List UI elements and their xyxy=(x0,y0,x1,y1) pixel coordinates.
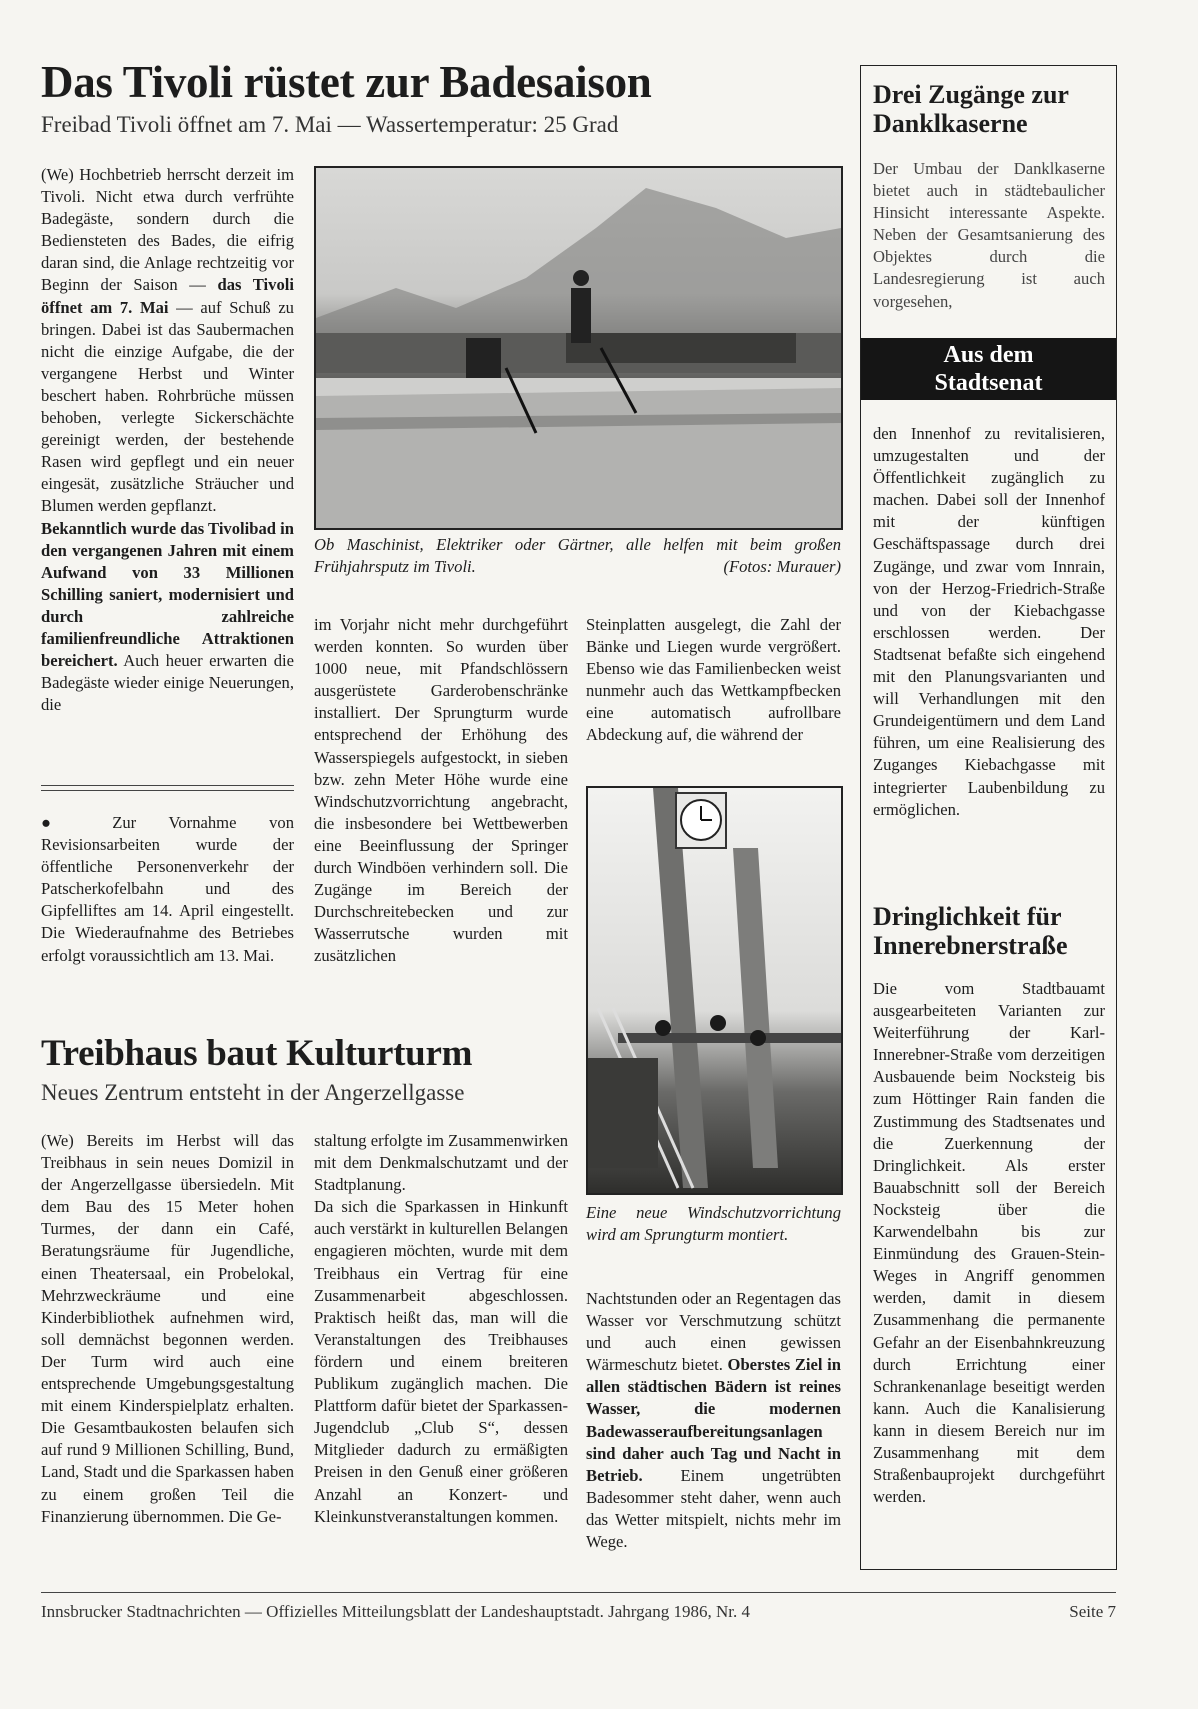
notice-text: Zur Vornahme von Revisionsarbeiten wurde der öffentliche Personenverkehr der Patscherkofelbahn und des Gipfelliftes am 14. April eingestellt. Die Wiederaufnahme des Betriebes erfolgt voraussichtlich am 13. Mai. xyxy=(41,813,294,965)
photo-diving-tower xyxy=(586,786,843,1195)
paragraph: Steinplatten ausgelegt, die Zahl der Bänke und Liegen wurde vergrößert. Ebenso wie das Familienbecken weist nunmehr auch das Wettkampfbecken eine automatisch aufrollbare Abdeckung auf, die während der xyxy=(586,615,841,745)
article-column-1 xyxy=(41,164,294,716)
section-label-stadtsenat xyxy=(861,338,1116,400)
paragraph: staltung erfolgte im Zusammenwirken mit dem Denkmalschutzamt und der Stadtplanung. xyxy=(314,1131,568,1195)
sidebar-heading-1: Drei Zugänge zur Danklkaserne xyxy=(873,80,1069,138)
article2-column-1 xyxy=(41,1130,294,1528)
article2-column-2 xyxy=(314,1130,568,1528)
paragraph: Da sich die Sparkassen in Hinkunft auch verstärkt in kulturellen Belangen engagieren möchten, wurde mit dem Treibhaus ein Vertrag für eine Zusammenarbeit abgeschlossen. Praktisch heißt das, man will die Veranstaltungen des Treibhauses fördern und einem breiteren Publikum zugänglich machen. Die Plattform dafür bietet der Sparkassen-Jugendclub „Club S“, dessen Mitglieder dadurch zu ermäßigten Preisen in den Genuß einer größeren Anzahl an Konzert- und Kleinkunstveranstaltungen kommen. xyxy=(314,1197,568,1526)
bullet-icon: ● xyxy=(41,813,80,832)
article-title: Das Tivoli rüstet zur Badesaison xyxy=(41,57,652,107)
footer-rule xyxy=(41,1592,1116,1593)
paragraph: (We) Bereits im Herbst will das Treibhaus in sein neues Domizil in der Angerzellgasse übersiedeln. Mit dem Bau des 15 Meter hohen Turmes, der dann ein Café, Beratungsräume für Jugendliche, einen Theatersaal, ein Probelokal, Mehrzweckräume und eine Kinderbibliothek aufnehmen wird, soll demnächst begonnen werden. Der Turm wird auch eine entsprechende Umgebungsgestaltung mit einem Kinderspielplatz erhalten. Die Gesamtbaukosten belaufen sich auf rund 9 Millionen Schilling, Bund, Land, Stadt und die Sparkassen haben zu einem großen Teil die Finanzierung übernommen. Die Ge- xyxy=(41,1131,294,1526)
sidebar-heading-2: Dringlichkeit für Innerebnerstraße xyxy=(873,902,1068,960)
text: Nachtstunden oder an Regentagen das Wasser vor Verschmutzung schützt und auch einen gewissen Wärmeschutz bietet. xyxy=(586,1289,841,1375)
article-subtitle: Freibad Tivoli öffnet am 7. Mai — Wassertemperatur: 25 Grad xyxy=(41,112,619,137)
photo-credit: (Fotos: Murauer) xyxy=(723,557,841,576)
footer-page-number: Seite 7 xyxy=(1069,1602,1116,1621)
article-column-3-bottom xyxy=(586,1288,841,1553)
article-column-2 xyxy=(314,614,568,968)
paragraph: im Vorjahr nicht mehr durchgeführt werden konnten. So wurden über 1000 neue, mit Pfandschlössern ausgerüstete Garderobenschränke installiert. Der Sprungturm wurde entsprechend der Erhöhung des Wasserspiegels aufgestockt, in sieben bzw. zehn Meter Höhe wurde eine Windschutzvorrichtung angebracht, die insbesondere bei Wettbewerben eine Beeinflussung der Springer durch Windböen verhindern soll. Die Zugänge im Bereich der Durchschreitebecken und zur Wasserrutsche wurden mit zusätzlichen xyxy=(314,615,568,966)
sidebar-text-3: Die vom Stadtbauamt ausgearbeiteten Varianten zur Weiterführung der Karl-Innerebner-Straße vom derzeitigen Ausbauende beim Nocksteig bis zum Höttinger Rain fanden die Zustimmung des Stadtsenates und die Zuerkennung der Dringlichkeit. Als erster Bauabschnitt soll der Bereich Nocksteig über die Karwendelbahn bis zur Einmündung des Grauen-Stein-Weges in Angriff genommen werden, damit in diesem Zusammenhang die permanente Gefahr an der Eisenbahnkreuzung durch Errichtung einer Schrankenanlage beseitigt werden kann. Auch die Kanalisierung kann in diesem Bereich nur im Zusammenhang mit dem Straßenbauprojekt durchgeführt werden. xyxy=(873,979,1105,1507)
photo1-caption xyxy=(314,534,841,578)
divider xyxy=(41,785,294,786)
text: Einem ungetrübten Badesommer steht daher, wenn auch das Wetter mitspielt, nichts mehr im Wege. xyxy=(586,1465,841,1552)
bold-text: Oberstes Ziel in allen städtischen Bädern ist reines Wasser, die modernen Badewasseraufbereitungsanlagen sind daher auch Tag und Nacht in Betrieb. xyxy=(586,1355,841,1485)
bold-text: Bekanntlich wurde das Tivolibad in den vergangenen Jahren mit einem Aufwand von 33 Millionen Schilling saniert, modernisiert und durch zahlreiche familienfreundliche Attraktionen bereichert. xyxy=(41,518,294,671)
paragraph xyxy=(41,164,294,518)
footer-publication: Innsbrucker Stadtnachrichten — Offizielles Mitteilungsblatt der Landeshauptstadt. Jahrgang 1986, Nr. 4 xyxy=(41,1602,750,1621)
sidebar-text-2: den Innenhof zu revitalisieren, umzugestalten und der Öffentlichkeit zugänglich zu machen. Dabei soll der Innenhof mit der künftigen Geschäftspassage durch drei Zugänge, und zwar vom Innrain, von der Herzog-Friedrich-Straße und von der Kiebachgasse erschlossen werden. Der Stadtsenat befaßte sich eingehend mit den Planungsvarianten und will Verhandlungen mit den Grundeigentümern und dem Land führen, um eine Realisierung des Zuganges Kiebachgasse mit integrierter Laubenbildung zu ermöglichen. xyxy=(873,424,1105,819)
caption-text: Ob Maschinist, Elektriker oder Gärtner, alle helfen mit beim großen Frühjahrsputz im Tivoli. xyxy=(314,535,841,576)
sidebar-box xyxy=(860,65,1117,1570)
divider xyxy=(41,790,294,791)
photo-diving-tower-image xyxy=(588,788,841,1193)
bold-text: das Tivoli öffnet am 7. Mai xyxy=(41,275,294,317)
label-text: Aus dem Stadtsenat xyxy=(934,342,1043,396)
notice-column xyxy=(41,812,294,967)
article2-title: Treibhaus baut Kulturturm xyxy=(41,1033,473,1074)
photo-pool-cleaning xyxy=(314,166,843,530)
photo2-caption: Eine neue Windschutzvorrichtung wird am Sprungturm montiert. xyxy=(586,1203,841,1244)
sidebar-text-1: Der Umbau der Danklkaserne bietet auch in städtebaulicher Hinsicht interessante Aspekte. Neben der Gesamtsanierung des Objektes durch die Landesregierung ist auch vorgesehen, xyxy=(873,159,1105,311)
text: (We) Hochbetrieb herrscht derzeit im Tivoli. Nicht etwa durch verfrühte Badegäste, sondern durch die Bediensteten des Bades, die eifrig daran sind, die Anlage rechtzeitig vor Beginn der Saison — xyxy=(41,165,294,295)
photo-pool-cleaning-image xyxy=(316,168,841,528)
text: — auf Schuß zu bringen. Dabei ist das Saubermachen nicht die einzige Aufgabe, die der vergangene Herbst und Winter beschert haben. Rohrbrüche müssen behoben, verlegte Sickerschächte gereinigt werden, der bestehende Rasen wird gepflegt und ein neuer eingesät, zusätzliche Sträucher und Blumen werden gepflanzt. xyxy=(41,297,294,516)
article2-subtitle: Neues Zentrum entsteht in der Angerzellgasse xyxy=(41,1080,465,1105)
paragraph xyxy=(41,518,294,717)
article-column-3-top xyxy=(586,614,841,747)
text: Auch heuer erwarten die Badegäste wieder einige Neuerungen, die xyxy=(41,651,294,715)
